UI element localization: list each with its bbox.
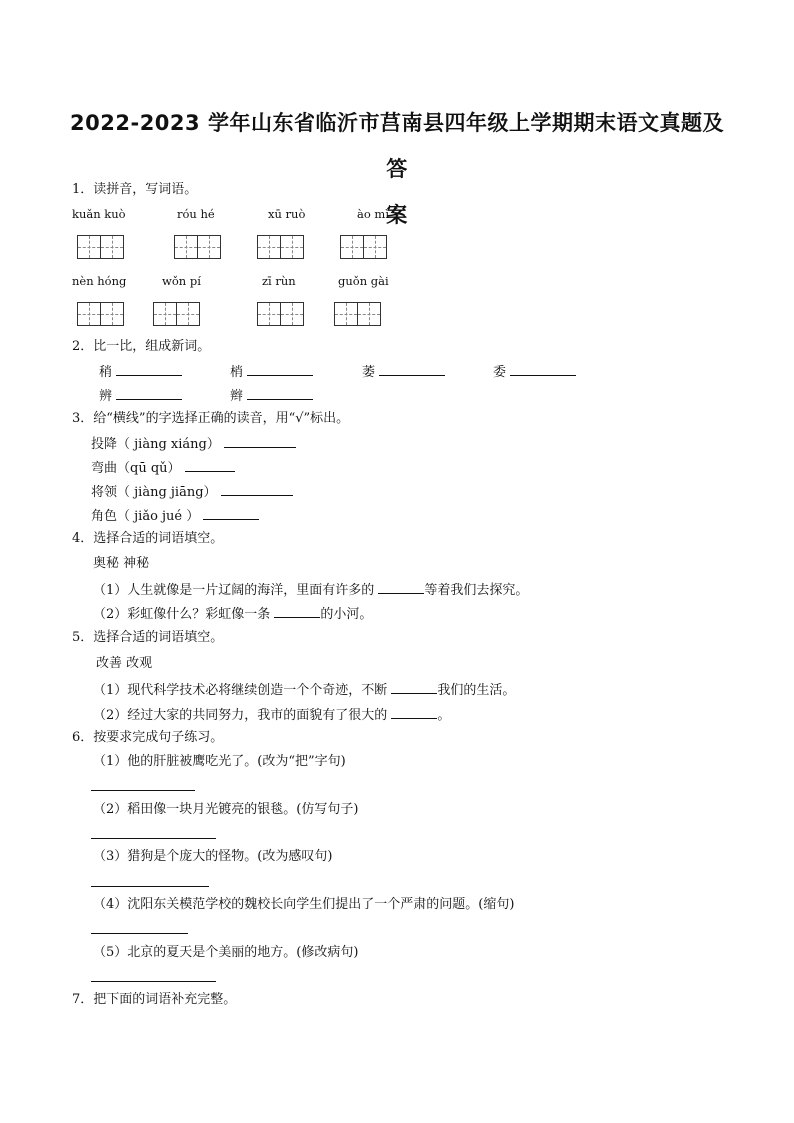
char-bian: 辨 — [99, 389, 113, 404]
answer-blank[interactable] — [116, 386, 182, 400]
char-shao-2: 梢 — [230, 365, 244, 380]
reading-text: 弯曲（qū qǔ） — [91, 461, 181, 476]
fill-sentence-1 — [93, 680, 515, 700]
question-7-heading: 7．把下面的词语补充完整。 — [72, 992, 237, 1007]
answer-blank[interactable] — [247, 362, 313, 376]
answer-line[interactable] — [91, 981, 216, 982]
fill-sentence-2 — [93, 604, 372, 624]
tianzige-box-7[interactable] — [257, 302, 303, 326]
pinyin-1: kuǎn kuò — [72, 207, 126, 221]
tianzige-box-8[interactable] — [334, 302, 380, 326]
sentence-text: （1）现代科学技术必将继续创造一个个奇迹，不断 — [93, 683, 392, 698]
tianzige-box-6[interactable] — [153, 302, 199, 326]
answer-blank[interactable] — [391, 680, 437, 694]
fill-sentence-1 — [93, 580, 528, 600]
question-4-heading: 4．选择合适的词语填空。 — [72, 531, 224, 546]
tianzige-box-2[interactable] — [174, 235, 220, 259]
reading-text: 将领（ jiàng jiāng） — [91, 485, 217, 500]
question-2-heading: 2．比一比，组成新词。 — [72, 339, 211, 354]
question-3-heading: 3．给“横线”的字选择正确的读音，用“√”标出。 — [72, 411, 350, 426]
pinyin-3: xū ruò — [268, 207, 306, 221]
word-item-6 — [230, 386, 313, 406]
sentence-text: 的小河。 — [320, 607, 373, 622]
word-item-4 — [493, 362, 576, 382]
answer-blank[interactable] — [274, 604, 320, 618]
document-title — [60, 100, 734, 238]
question-5-heading: 5．选择合适的词语填空。 — [72, 630, 224, 645]
answer-blank[interactable] — [203, 506, 259, 520]
reading-item-4 — [91, 506, 259, 526]
rewrite-item-2: （2）稻田像一块月光镀亮的银毯。(仿写句子) — [93, 802, 359, 817]
answer-blank[interactable] — [221, 482, 293, 496]
sentence-text: 我们的生活。 — [437, 683, 516, 698]
sentence-text: 等着我们去探究。 — [424, 583, 529, 598]
sentence-text: （1）人生就像是一片辽阔的海洋，里面有许多的 — [93, 583, 379, 598]
char-bian-2: 辫 — [230, 389, 244, 404]
pinyin-8: guǒn gài — [338, 274, 389, 288]
answer-line[interactable] — [91, 790, 195, 791]
rewrite-item-4: （4）沈阳东关模范学校的魏校长向学生们提出了一个严肃的问题。(缩句) — [93, 897, 515, 912]
question-1-heading: 1．读拼音，写词语。 — [72, 182, 198, 197]
pinyin-6: wǒn pí — [162, 274, 201, 288]
title-line-1: 2022-2023 学年山东省临沂市莒南县四年级上学期期末语文真题及答 — [70, 111, 724, 181]
pinyin-5: nèn hóng — [72, 274, 127, 288]
answer-line[interactable] — [91, 886, 209, 887]
answer-blank[interactable] — [224, 434, 296, 448]
word-choices: 奥秘 神秘 — [93, 556, 150, 571]
rewrite-item-5: （5）北京的夏天是个美丽的地方。(修改病句) — [93, 945, 359, 960]
sentence-text: （2）经过大家的共同努力，我市的面貌有了很大的 — [93, 708, 392, 723]
word-item-1 — [99, 362, 182, 382]
char-shao: 稍 — [99, 365, 113, 380]
answer-blank[interactable] — [510, 362, 576, 376]
char-wei-2: 委 — [493, 365, 507, 380]
answer-blank[interactable] — [379, 362, 445, 376]
answer-line[interactable] — [91, 933, 188, 934]
title-line-2: 案 — [386, 203, 408, 227]
tianzige-box-4[interactable] — [340, 235, 386, 259]
answer-blank[interactable] — [378, 580, 424, 594]
word-item-5 — [99, 386, 182, 406]
reading-item-1 — [91, 434, 296, 454]
pinyin-7: zī rùn — [262, 274, 296, 288]
tianzige-box-3[interactable] — [257, 235, 303, 259]
sentence-text: （2）彩虹像什么？彩虹像一条 — [93, 607, 275, 622]
word-item-3 — [362, 362, 445, 382]
reading-text: 投降（ jiàng xiáng） — [91, 437, 220, 452]
answer-blank[interactable] — [116, 362, 182, 376]
pinyin-2: róu hé — [177, 207, 215, 221]
answer-blank[interactable] — [391, 705, 437, 719]
rewrite-item-1: （1）他的肝脏被鹰吃光了。(改为“把”字句) — [93, 754, 346, 769]
question-6-heading: 6．按要求完成句子练习。 — [72, 730, 224, 745]
reading-text: 角色（ jiǎo jué ） — [91, 509, 200, 524]
char-wei: 萎 — [362, 365, 376, 380]
tianzige-box-1[interactable] — [77, 235, 123, 259]
answer-blank[interactable] — [185, 458, 235, 472]
reading-item-2 — [91, 458, 235, 478]
pinyin-4: ào mì — [357, 207, 390, 221]
sentence-text: 。 — [437, 708, 451, 723]
tianzige-box-5[interactable] — [77, 302, 123, 326]
fill-sentence-2 — [93, 705, 450, 725]
answer-line[interactable] — [91, 838, 216, 839]
answer-blank[interactable] — [247, 386, 313, 400]
rewrite-item-3: （3）猎狗是个庞大的怪物。(改为感叹句) — [93, 849, 333, 864]
reading-item-3 — [91, 482, 293, 502]
word-choices: 改善 改观 — [96, 656, 153, 671]
word-item-2 — [230, 362, 313, 382]
